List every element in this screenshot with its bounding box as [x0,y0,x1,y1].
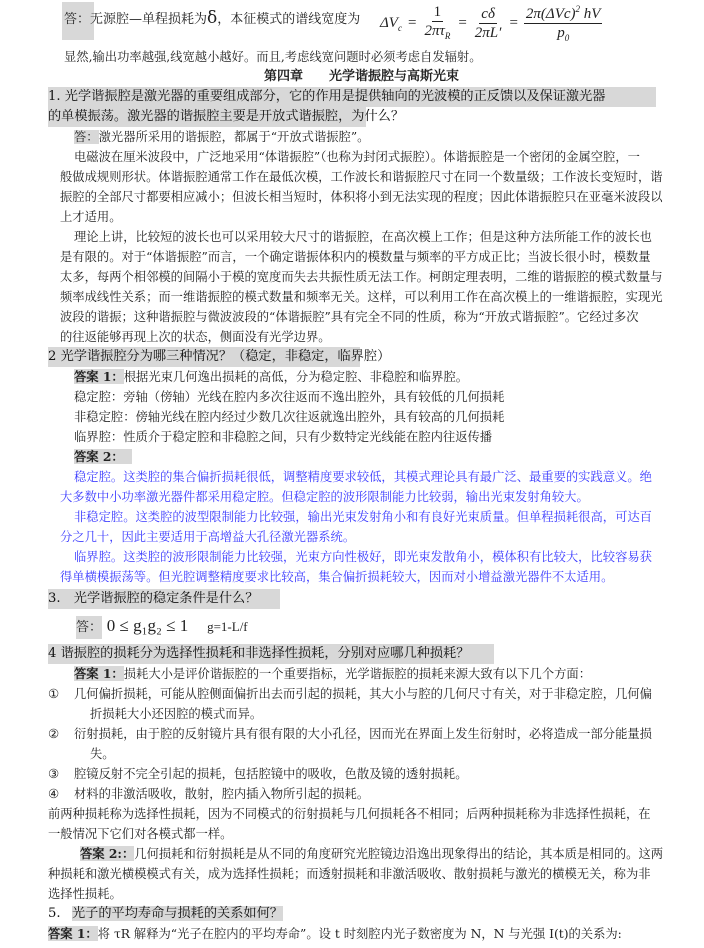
answer-line: 种损耗和激光横模模式有关，成为选择性损耗；而透射损耗和非激活吸收、散射损耗与激光的横模无关，称为非 [48,867,651,881]
delta-symbol: δ [207,8,218,28]
paragraph-line: 波段的谐振；这种谐振腔与微波波段的“体谐振腔”具有完全不同的性质，称为“开放式谐振腔”。它经过多次 [60,310,639,324]
q3-answer [76,612,248,640]
item-marker: ① [48,687,60,701]
question-2: 2 光学谐振腔分为哪三种情况？（稳定，非稳定，临界腔） [48,347,360,367]
paragraph-line: 般做成规则形状。体谐振腔通常工作在最低次模，工作波长和谐振腔尺寸在同一个数量级；工作波长变短时，谐 [60,170,663,184]
answer-label: 答案 1： [48,926,98,941]
answer-line: 选择性损耗。 [48,887,122,901]
item-text: 腔镜反射不完全引起的损耗，包括腔镜中的吸收，色散及镜的透射损耗。 [74,767,468,781]
blue-line: 稳定腔。这类腔的集合偏折损耗很低，调整精度要求较低，其模式理论具有最广泛、最重要的实践意义。绝 [74,470,652,484]
blue-line: 得单横模振荡等。但光腔调整精度要求比较高，集合偏折损耗较大，因而对小增益激光器件不太适用。 [60,570,614,584]
fraction-2: $\frac{c\delta}{2\pi L'}$ [474,6,502,41]
q4-answer-1 [74,664,591,684]
conclusion-text: 显然,输出功率越强,线宽越小越好。而且,考虑线宽问题时必须考虑自发辐射。 [64,50,482,64]
answer-1 [74,127,369,147]
paragraph-line: 是有限的。对于“体谐振腔”而言，一个确定谐振体积内的模数量与频率的平方成正比；当波长很小时，模数量 [60,250,651,264]
question-1-line-1: 1. 光学谐振腔是激光器的重要组成部分，它的作用是提供轴向的光波模的正反馈以及保证激光器 [48,87,656,107]
blue-line: 临界腔。这类腔的波形限制能力比较强，光束方向性极好，即光束发散角小，模体积有比较大，比较容易获 [74,550,652,564]
paragraph-line: 振腔的全部尺寸都要相应减小；但波长相当短时，体积将小到无法实现的程度；因此体谐振腔只在亚毫米波段以 [60,190,663,204]
answer-label: 答案 2： [74,449,132,464]
q2-answer-1 [74,367,468,387]
blue-line: 分之几十，因此主要适用于高增益大孔径激光器系统。 [60,530,356,544]
answer-label: 答案 2:： [80,846,135,861]
item-text: 材料的非激活吸收，散射，腔内插入物所引起的损耗。 [74,787,370,801]
answer-text: 将 τR 解释为“光子在腔内的平均寿命”。设 t 时刻腔内光子数密度为 N，N 与光强 I(t)的关系为: [97,927,622,941]
answer-text: 几何损耗和衍射损耗是从不同的角度研究光腔镜边沿逸出现象得出的结论，其本质是相同的。这两 [134,847,664,861]
paragraph-line: 频率成线性关系；而一维谐振腔的模式数量和频率无关。这样，可以利用工作在高次模上的一维谐振腔，实现光 [60,290,663,304]
answer-label: 答： [74,130,99,144]
linewidth-formula [380,0,602,47]
top-answer [64,8,360,28]
paragraph-line: 太多，每两个相邻模的间隔小于模的宽度而失去共振性质无法工作。柯朗定理表明，二维的谐振腔的模式数量与 [60,270,663,284]
answer-text: 损耗大小是评价谐振腔的一个重要指标，光学谐振腔的损耗来源大致有以下几个方面： [123,667,592,681]
blue-line: 大多数中小功率激光器件都采用稳定腔。但稳定腔的波形限制能力比较弱，输出光束发射角较大。 [60,490,589,504]
answer-label: 答案 1： [74,666,124,681]
answer-text-2: ，本征模式的谱线宽度为 [217,12,361,27]
question-3: 3. 光学谐振腔的稳定条件是什么？ [48,589,280,609]
chapter-title: 第四章 光学谐振腔与高斯光束 [264,69,460,84]
question-5 [48,904,283,924]
question-text: 光子的平均寿命与损耗的关系如何？ [72,906,283,921]
question-number: 5. [48,906,61,921]
blue-line: 非稳定腔。这类腔的波型限制能力比较强，输出光束发射角小和有良好光束质量。但单程损耗很高，可达百 [74,510,652,524]
equals: = [509,15,518,31]
list-item-continuation: 失。 [90,747,115,761]
q4-answer-2 [80,844,663,864]
answer-text: 无源腔—单程损耗为 [90,12,208,27]
equals: = [458,15,467,31]
item-text: 衍射损耗，由于腔的反射镜片具有很有限的大小孔径，因而光在界面上发生衍射时，必将造成一部分能量损 [74,727,652,741]
summary-line: 一般情况下它们对各模式都一样。 [48,827,233,841]
list-item [48,784,369,804]
q2-answer-2 [74,447,132,467]
list-item [48,684,652,704]
answer-label: 答案 1： [74,369,124,384]
item-marker: ④ [48,787,60,801]
answer-text: 激光器所采用的谐振腔，都属于“开放式谐振腔”。 [98,130,370,144]
answer-label: 答： [64,12,91,27]
answer-label: 答： [76,616,102,639]
item-marker: ② [48,727,60,741]
list-item-continuation: 折损耗大小还因腔的模式而异。 [90,707,263,721]
list-item [48,764,468,784]
formula-lhs: $\Delta V_c$ [380,14,402,33]
list-item [48,724,652,744]
unstable-cavity-line: 非稳定腔：傍轴光线在腔内经过少数几次往返就逸出腔外，具有较高的几何损耗 [74,410,505,424]
fraction-1: $\frac{1}{2\pi\tau_R}$ [424,3,451,41]
paragraph-line: 电磁波在厘米波段中，广泛地采用“体谐振腔”（也称为封闭式振腔）。体谐振腔是一个密闭的金属空腔，一 [74,150,640,164]
fraction-3: $\frac{2\pi(\Delta Vc)^2 hV}{p_0}$ [524,0,603,47]
item-text: 几何偏折损耗，可能从腔侧面偏折出去而引起的损耗，其大小与腔的几何尺寸有关，对于非稳定腔，几何偏 [74,687,652,701]
paragraph-line: 上才适用。 [60,210,122,224]
stability-condition: 0 ≤ g₁g₂ ≤ 1 [106,616,189,635]
critical-cavity-line: 临界腔：性质介于稳定腔和非稳腔之间，只有少数特定光线能在腔内往返传播 [74,430,493,444]
paragraph-line: 的往返能够再现上次的状态，侧面没有光学边界。 [60,330,331,344]
question-4: 4 谐振腔的损耗分为选择性损耗和非选择性损耗，分别对应哪几种损耗？ [48,644,494,664]
equals: = [407,15,417,31]
q5-answer-1 [48,924,622,944]
summary-line: 前两种损耗称为选择性损耗，因为不同模式的衍射损耗与几何损耗各不相同；后两种损耗称为非选择性损耗，在 [48,807,651,821]
g-definition: g=1-L/f [207,619,248,634]
item-marker: ③ [48,767,60,781]
stable-cavity-line: 稳定腔：旁轴（傍轴）光线在腔内多次往返而不逸出腔外，具有较低的几何损耗 [74,390,505,404]
answer-text: 根据光束几何逸出损耗的高低，分为稳定腔、非稳腔和临界腔。 [123,370,469,384]
paragraph-line: 理论上讲，比较短的波长也可以采用较大尺寸的谐振腔，在高次模上工作；但是这种方法所能工作的波长也 [74,230,652,244]
question-1-line-2: 的单模振荡。激光器的谐振腔主要是开放式谐振腔，为什么？ [48,107,366,127]
